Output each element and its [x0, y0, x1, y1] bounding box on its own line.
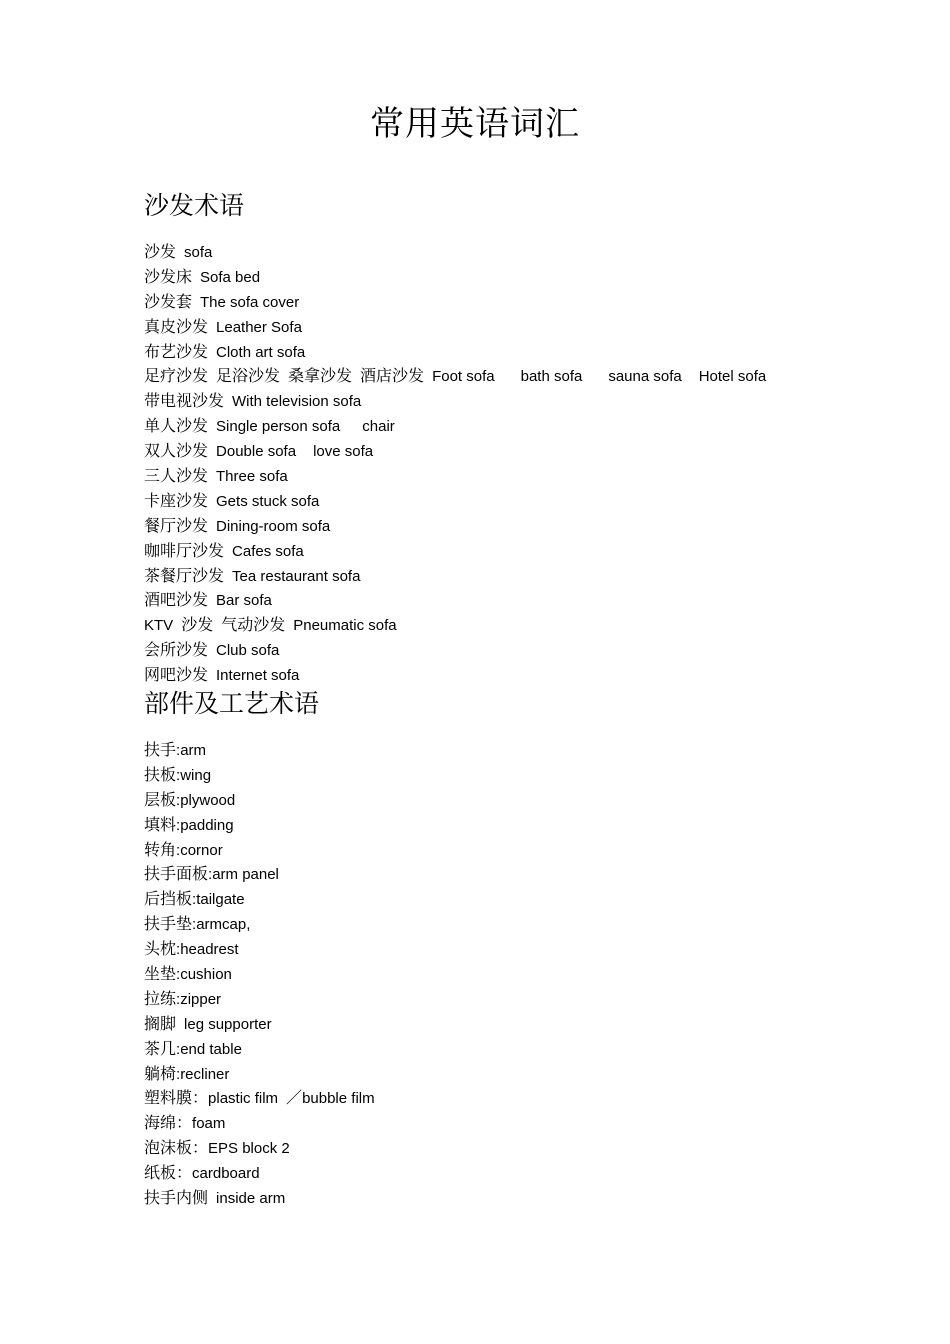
document-title: 常用英语词汇 [370, 104, 580, 144]
term-row [144, 588, 766, 613]
term-en: cornor [180, 841, 223, 859]
term-row [144, 489, 766, 514]
term-zh: 扶手面板 [144, 864, 209, 884]
term-zh: 双人沙发 [144, 441, 209, 461]
term-en: cardboard [192, 1165, 260, 1183]
term-zh: 桑拿沙发 [288, 366, 353, 386]
term-row [144, 315, 766, 340]
term-zh: 纸板 [144, 1163, 177, 1183]
term-row [144, 564, 766, 589]
term-zh: 填料 [144, 814, 177, 834]
term-en: chair [362, 418, 395, 436]
term-row [144, 240, 766, 265]
term-row [144, 987, 375, 1012]
section-heading-parts-terms: 部件及工艺术语 [144, 689, 320, 718]
term-zh: 酒店沙发 [360, 366, 425, 386]
term-en: end table [180, 1040, 242, 1058]
term-prefix: KTV [144, 617, 174, 635]
term-zh: 三人沙发 [144, 466, 209, 486]
sofa-terms-list [144, 240, 766, 688]
term-en: Dining-room sofa [216, 517, 331, 535]
term-row [144, 1062, 375, 1087]
term-en: recliner [180, 1065, 230, 1083]
term-row [144, 763, 375, 788]
term-zh: 层板 [144, 789, 177, 809]
term-en: padding [180, 816, 234, 834]
term-en: sauna sofa [608, 368, 682, 386]
term-row [144, 1161, 375, 1186]
term-separator: : [176, 1040, 181, 1058]
term-en: wing [180, 766, 212, 784]
term-en: foam [192, 1115, 226, 1133]
term-en: zipper [180, 990, 222, 1008]
term-row [144, 514, 766, 539]
term-zh: 咖啡厅沙发 [144, 540, 225, 560]
term-zh: 酒吧沙发 [144, 590, 209, 610]
term-zh: 带电视沙发 [144, 391, 225, 411]
term-zh: 单人沙发 [144, 416, 209, 436]
term-en: Cloth art sofa [216, 343, 306, 361]
term-separator: ： [192, 1088, 209, 1108]
term-zh: 躺椅 [144, 1063, 177, 1083]
term-en: armcap, [196, 916, 251, 934]
term-zh: 沙发 [181, 615, 214, 635]
term-zh: 沙发套 [144, 291, 193, 311]
term-row [144, 1086, 375, 1111]
term-zh: 卡座沙发 [144, 490, 209, 510]
term-zh: 足疗沙发 [144, 366, 209, 386]
term-zh: 泡沫板 [144, 1138, 193, 1158]
term-en: plastic film [208, 1090, 279, 1108]
term-row [144, 887, 375, 912]
term-zh: 足浴沙发 [216, 366, 281, 386]
term-row [144, 1012, 375, 1037]
term-en: With television sofa [232, 393, 362, 411]
term-separator: : [176, 966, 181, 984]
term-separator: : [176, 816, 181, 834]
term-row [144, 838, 375, 863]
term-separator: : [192, 916, 197, 934]
term-zh: 塑料膜 [144, 1088, 193, 1108]
term-zh: 会所沙发 [144, 640, 209, 660]
term-row [144, 613, 766, 638]
term-zh: 茶几 [144, 1038, 177, 1058]
term-en: arm panel [212, 866, 279, 884]
term-separator: ： [176, 1163, 193, 1183]
term-row [144, 1186, 375, 1211]
term-en: bubble film [302, 1090, 375, 1108]
term-row [144, 539, 766, 564]
term-separator: : [176, 941, 181, 959]
term-row [144, 414, 766, 439]
term-zh: 坐垫 [144, 964, 177, 984]
term-zh: 转角 [144, 839, 177, 859]
term-zh: 海绵 [144, 1113, 177, 1133]
term-en: Double sofa [216, 443, 297, 461]
term-row [144, 290, 766, 315]
term-row [144, 1111, 375, 1136]
term-separator: : [176, 841, 181, 859]
parts-terms-list [144, 738, 375, 1211]
term-en: inside arm [216, 1190, 286, 1208]
term-row [144, 1037, 375, 1062]
term-en: Gets stuck sofa [216, 492, 320, 510]
term-en: Foot sofa [432, 368, 495, 386]
term-separator: : [176, 990, 181, 1008]
term-en: Hotel sofa [698, 368, 767, 386]
term-zh: 餐厅沙发 [144, 515, 209, 535]
term-zh: 沙发床 [144, 266, 193, 286]
term-en: EPS block 2 [208, 1140, 290, 1158]
term-en: Club sofa [216, 642, 280, 660]
term-en: arm [180, 742, 207, 759]
term-zh: 头枕 [144, 939, 177, 959]
term-en: leg supporter [184, 1015, 272, 1033]
term-en: Cafes sofa [232, 542, 304, 560]
term-zh: 扶板 [144, 764, 177, 784]
term-en: Single person sofa [216, 418, 341, 436]
term-separator: : [176, 1065, 181, 1083]
term-en: sofa [184, 244, 213, 261]
term-separator: ： [176, 1113, 193, 1133]
term-row [144, 439, 766, 464]
term-en: Leather Sofa [216, 318, 302, 336]
term-separator: : [176, 766, 181, 784]
term-zh: 网吧沙发 [144, 665, 209, 685]
term-row [144, 464, 766, 489]
term-row [144, 638, 766, 663]
term-separator: : [192, 891, 197, 909]
term-en: tailgate [196, 891, 245, 909]
term-zh: 沙发 [144, 242, 177, 261]
term-row [144, 738, 375, 763]
section-heading-sofa-terms: 沙发术语 [144, 191, 245, 220]
term-zh: 扶手 [144, 740, 177, 759]
term-row [144, 962, 375, 987]
term-en: Sofa bed [200, 268, 261, 286]
term-row [144, 862, 375, 887]
term-zh: 搁脚 [144, 1013, 177, 1033]
term-zh: 后挡板 [144, 889, 193, 909]
term-row [144, 265, 766, 290]
term-en: cushion [180, 966, 232, 984]
term-separator: : [176, 742, 181, 759]
term-row [144, 340, 766, 365]
term-zh: 茶餐厅沙发 [144, 565, 225, 585]
term-row [144, 1136, 375, 1161]
term-row [144, 937, 375, 962]
term-en: love sofa [313, 443, 374, 461]
term-row [144, 663, 766, 688]
term-separator: : [208, 866, 213, 884]
term-row [144, 788, 375, 813]
term-zh: 布艺沙发 [144, 341, 209, 361]
term-row [144, 389, 766, 414]
term-zh: 气动沙发 [221, 615, 286, 635]
term-slash: ／ [286, 1088, 303, 1108]
term-separator: ： [192, 1138, 209, 1158]
term-en: The sofa cover [200, 293, 300, 311]
term-en: Pneumatic sofa [293, 617, 397, 635]
term-separator: : [176, 791, 181, 809]
term-zh: 拉练 [144, 988, 177, 1008]
term-row [144, 813, 375, 838]
term-zh: 扶手内侧 [144, 1188, 209, 1208]
term-en: Internet sofa [216, 667, 300, 685]
term-zh: 真皮沙发 [144, 316, 209, 336]
term-row [144, 364, 766, 389]
term-row [144, 912, 375, 937]
term-en: bath sofa [520, 368, 583, 386]
term-zh: 扶手垫 [144, 914, 193, 934]
term-en: Three sofa [216, 468, 288, 486]
term-en: Tea restaurant sofa [232, 567, 361, 585]
term-en: plywood [180, 791, 236, 809]
term-en: Bar sofa [216, 592, 272, 610]
term-en: headrest [180, 941, 239, 959]
